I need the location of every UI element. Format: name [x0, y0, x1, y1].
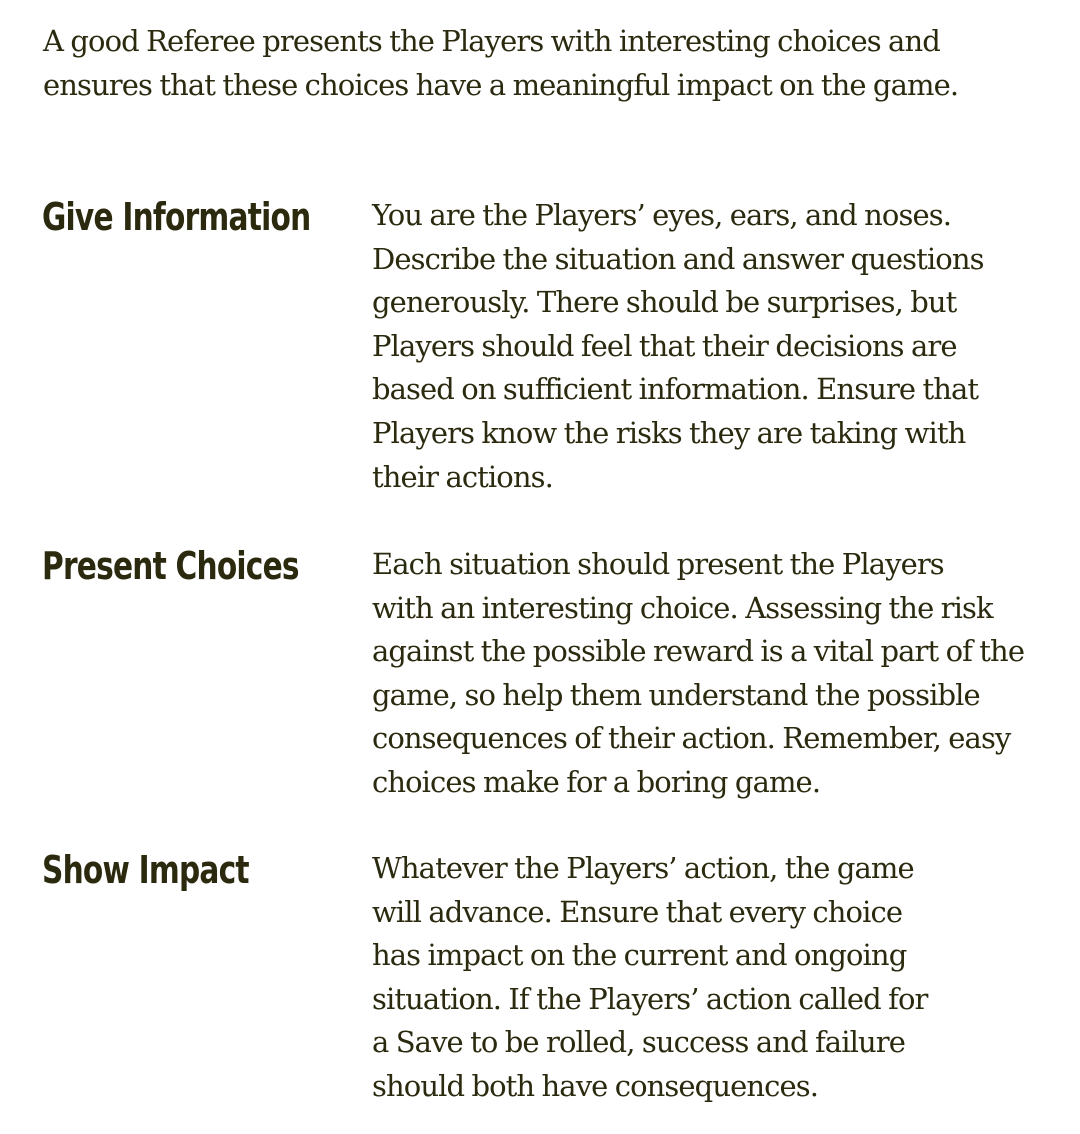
body-line: with an interesting choice. Assessing the risk [372, 590, 993, 625]
body-line: situation. If the Players’ action called for [372, 981, 928, 1016]
body-line: should both have consequences. [372, 1068, 819, 1103]
body-line: Whatever the Players’ action, the game [372, 851, 914, 885]
body-line: generously. There should be surprises, but [372, 285, 957, 320]
intro-paragraph [43, 20, 1043, 107]
body-line: Players should feel that their decisions are [372, 328, 957, 363]
section-heading: Give Information [42, 195, 311, 239]
body-line: Players know the risks they are taking with [372, 415, 966, 450]
body-line: their actions. [372, 459, 553, 494]
body-line: choices make for a boring game. [372, 764, 821, 799]
body-line: consequences of their action. Remember, easy [372, 721, 1011, 756]
section-body [372, 847, 928, 1109]
body-line: a Save to be rolled, success and failure [372, 1025, 905, 1060]
body-line: game, so help them understand the possible [372, 677, 980, 712]
body-line: has impact on the current and ongoing [372, 938, 907, 973]
intro-line: A good Referee presents the Players with interesting choices and [43, 24, 940, 58]
section-heading: Present Choices [42, 544, 299, 588]
section-body [372, 543, 1024, 805]
body-line: against the possible reward is a vital part of the [372, 634, 1025, 669]
body-line: based on sufficient information. Ensure that [372, 372, 979, 407]
body-line: will advance. Ensure that every choice [372, 894, 903, 929]
body-line: You are the Players’ eyes, ears, and noses. [372, 198, 952, 232]
section-heading: Show Impact [42, 848, 249, 892]
body-line: Each situation should present the Players [372, 547, 944, 581]
intro-line: ensures that these choices have a meaningful impact on the game. [43, 67, 959, 102]
section-body [372, 194, 984, 499]
body-line: Describe the situation and answer questions [372, 241, 984, 276]
